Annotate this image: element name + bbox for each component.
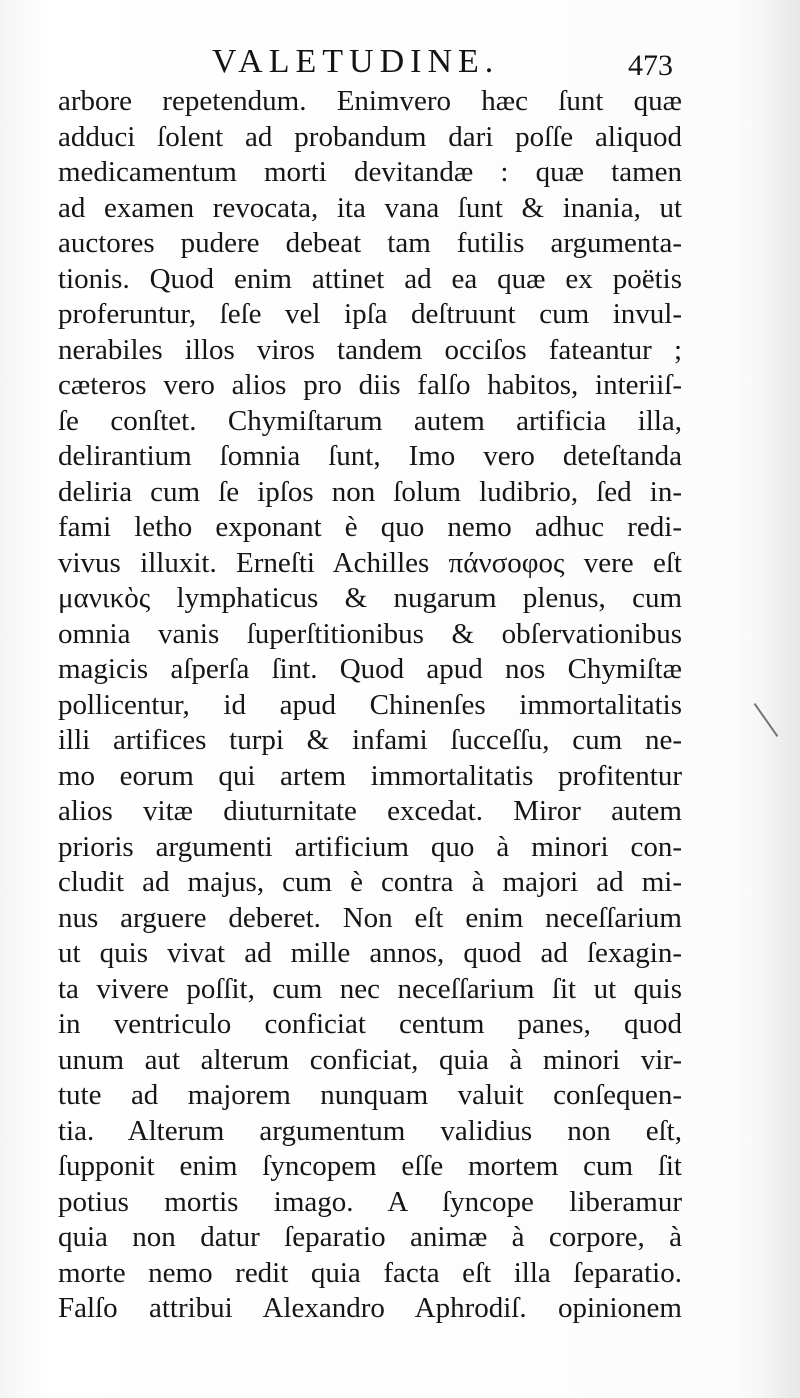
text-line: vivus illuxit. Erneſti Achilles πάνσοφος vere eſt [58, 546, 682, 579]
text-line: Falſo attribui Alexandro Aphrodiſ. opinionem [58, 1292, 682, 1324]
text-line: medicamentum morti devitandæ : quæ tamen [58, 156, 682, 188]
text-line: tia. Alterum argumentum validius non eſt, [58, 1114, 682, 1147]
text-line: ad examen revocata, ita vana ſunt & inania, ut [58, 191, 682, 224]
text-line: pollicentur, id apud Chinenſes immortalitatis [58, 688, 682, 721]
text-line: cludit ad majus, cum è contra à majori ad mi- [58, 866, 682, 898]
text-line: unum aut alterum conficiat, quia à minori vir- [58, 1043, 682, 1076]
text-line: tionis. Quod enim attinet ad ea quæ ex poëtis [58, 262, 682, 295]
running-head: VALETUDINE. [212, 43, 500, 80]
text-line: illi artifices turpi & infami ſucceſſu, cum ne- [58, 724, 682, 756]
text-line: ut quis vivat ad mille annos, quod ad ſexagin- [58, 937, 682, 969]
page-header [0, 42, 800, 82]
text-line: nerabiles illos viros tandem occiſos fateantur ; [58, 333, 682, 366]
text-line: proferuntur, ſeſe vel ipſa deſtruunt cum invul- [58, 298, 682, 330]
text-line: alios vitæ diuturnitate excedat. Miror autem [58, 795, 682, 827]
body-text [58, 84, 682, 1327]
text-line: morte nemo redit quia facta eſt illa ſeparatio. [58, 1256, 682, 1289]
text-line: arbore repetendum. Enimvero hæc ſunt quæ [58, 85, 682, 117]
text-line: μανικὸς lymphaticus & nugarum plenus, cum [58, 582, 682, 614]
page-edge-shadow [764, 0, 800, 1398]
text-line: cæteros vero alios pro diis falſo habitos, interiiſ- [58, 369, 682, 401]
text-line: ta vivere poſſit, cum nec neceſſarium ſit ut quis [58, 972, 682, 1005]
text-line: tute ad majorem nunquam valuit conſequen- [58, 1079, 682, 1111]
text-line: delirantium ſomnia ſunt, Imo vero deteſtanda [58, 440, 682, 472]
text-line: mo eorum qui artem immortalitatis profitentur [58, 759, 682, 792]
text-line: quia non datur ſeparatio animæ à corpore, à [58, 1221, 682, 1253]
text-line: adduci ſolent ad probandum dari poſſe aliquod [58, 120, 682, 153]
text-line: prioris argumenti artificium quo à minori con- [58, 830, 682, 863]
text-line: ſupponit enim ſyncopem eſſe mortem cum ſit [58, 1150, 682, 1182]
text-line: auctores pudere debeat tam futilis argumenta- [58, 227, 682, 259]
text-line: in ventriculo conficiat centum panes, quod [58, 1008, 682, 1040]
page-number: 473 [628, 49, 673, 82]
text-line: omnia vanis ſuperſtitionibus & obſervationibus [58, 617, 682, 650]
text-line: potius mortis imago. A ſyncope liberamur [58, 1185, 682, 1218]
text-line: magicis aſperſa ſint. Quod apud nos Chymiſtæ [58, 653, 682, 685]
text-line: ſe conſtet. Chymiſtarum autem artificia illa, [58, 404, 682, 437]
text-line: deliria cum ſe ipſos non ſolum ludibrio, ſed in- [58, 475, 682, 508]
text-line: fami letho exponant è quo nemo adhuc redi- [58, 511, 682, 543]
text-line: nus arguere deberet. Non eſt enim neceſſarium [58, 901, 682, 934]
